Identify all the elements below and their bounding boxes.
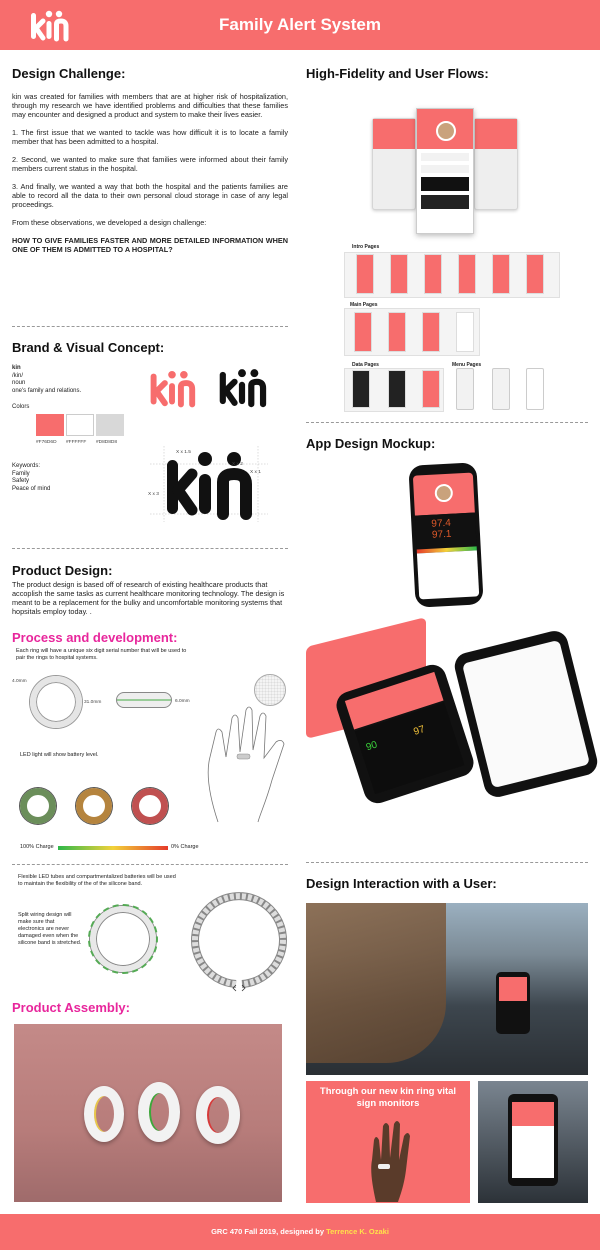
ring-side-view [116, 692, 172, 708]
flow-screen [390, 254, 408, 294]
flow-screen [352, 370, 370, 408]
phone-screen-center [416, 108, 474, 234]
vital-value: 97 [412, 723, 427, 738]
challenge-paragraph: 2. Second, we wanted to make sure that families were informed about their family members current status in the hospital. [12, 155, 288, 173]
divider [306, 422, 588, 423]
page-title: Family Alert System [219, 15, 381, 34]
flow-screen [492, 254, 510, 294]
vital-value: 97.1 [431, 528, 452, 541]
brand-word: kin [12, 365, 21, 371]
ring-flex-diagram [90, 906, 156, 972]
dim-label: 31.0mm [84, 700, 102, 705]
user-hair [306, 903, 446, 1063]
ring-yellow [84, 1086, 124, 1142]
keyword: Peace of mind [12, 485, 51, 492]
dim-label: X x 2 [232, 462, 243, 467]
dim-label: 4.0mm [12, 679, 27, 684]
interaction-caption: Through our new kin ring vital sign monitors [319, 1086, 457, 1109]
avatar [436, 121, 456, 141]
hifi-heading: High-Fidelity and User Flows: [306, 66, 489, 81]
phone-screen-header [499, 977, 527, 1001]
keyword: Safety [12, 478, 30, 484]
data-pages-label: Data Pages [352, 362, 379, 368]
charge-gradient-bar [58, 846, 168, 850]
brand-pos: noun [12, 380, 26, 386]
flex-text: Flexible LED tubes and compartmentalized batteries will be used to maintain the flexibility of the of the silicone band. [18, 874, 176, 887]
phone-screen-body [512, 1126, 554, 1178]
ring-red [196, 1086, 240, 1144]
ring-charge-low [132, 788, 168, 824]
challenge-statement: HOW TO GIVE FAMILIES FASTER AND MORE DETAILED INFORMATION WHEN ONE OF THEM IS ADMITTED TO A HOSPITAL? [12, 236, 288, 254]
phone-screen-left [372, 118, 416, 210]
hand-sketch [198, 702, 298, 824]
split-band-diagram [176, 888, 292, 994]
color-hex-label: #F76D6D [36, 440, 57, 445]
brand-pronunciation: /kin/ [12, 372, 24, 379]
vitals-panel [415, 512, 477, 549]
challenge-paragraph: 1. The first issue that we wanted to tackle was how difficult it is to locate a family member that has been admitted to a hospital. [12, 128, 288, 146]
challenge-paragraph: kin was created for families with members that are at higher risk of hospitalization, through my research we have identified problems and difficulties that these families may encounter and designed a product and system to make their lives easier. [12, 92, 288, 119]
design-challenge-heading: Design Challenge: [12, 66, 126, 81]
ring-charge-full [20, 788, 56, 824]
designer-name: Terrence K. Ozaki [326, 1227, 389, 1236]
flow-screen [456, 312, 474, 352]
color-swatch [96, 414, 124, 436]
split-text: Split wiring design will make sure that electronics are never damaged even when the silicone band is stretched. [18, 912, 82, 946]
flow-screen [424, 254, 442, 294]
product-design-heading: Product Design: [12, 563, 113, 578]
flow-screen [354, 312, 372, 352]
divider [12, 548, 288, 549]
screen-header [475, 119, 517, 149]
phone-mockup [408, 462, 483, 607]
phone-screen-menu [462, 640, 590, 788]
mockup-heading: App Design Mockup: [306, 436, 436, 451]
process-heading: Process and development: [12, 630, 178, 645]
brand-definition [12, 365, 81, 395]
interaction-heading: Design Interaction with a User: [306, 876, 497, 891]
kin-logo-black [216, 368, 268, 408]
flow-screen [422, 312, 440, 352]
divider [12, 864, 288, 865]
brand-definition-text: one's family and relations. [12, 387, 82, 394]
dim-label: 6.0mm [175, 699, 190, 704]
product-design-text: The product design is based off of research of existing healthcare products that accoplish the same tasks as current healthcare monitoring technology. The design is meant to be a replacement for the bulky and uncomfortable monitoring systems that hopsitals employ today. . [12, 580, 285, 616]
ring-charge-mid [76, 788, 112, 824]
footer [0, 1214, 600, 1250]
vital-value: 97.4 [431, 517, 452, 530]
dim-label: X x 1 [250, 470, 261, 475]
phone-in-car [496, 972, 530, 1034]
color-hex-label: #D8D8D8 [96, 440, 118, 445]
color-swatch [36, 414, 64, 436]
colors-label: Colors [12, 404, 30, 410]
phone-screen-header [512, 1102, 554, 1126]
main-pages-label: Main Pages [350, 302, 378, 308]
dim-label: X x 1.5 [176, 450, 191, 455]
brand-heading: Brand & Visual Concept: [12, 340, 165, 355]
flow-screen [422, 370, 440, 408]
keyword: Family [12, 470, 30, 477]
menu-screen [456, 368, 474, 410]
vital-value: 90 [364, 739, 379, 754]
phone-closeup [508, 1094, 558, 1186]
divider [306, 862, 588, 863]
phone-screen-right [474, 118, 518, 210]
vitals-panel [421, 195, 469, 209]
footer-text: GRC 470 Fall 2019, designed by [211, 1227, 327, 1236]
challenge-paragraph: 3. And finally, we wanted a way that both the hospital and the patients families are able to record all the data to their own personal cloud storage in case of any legal proceedings. [12, 182, 288, 209]
color-swatch [66, 414, 94, 436]
ring-green [138, 1082, 180, 1142]
flow-screen [458, 254, 476, 294]
assembly-heading: Product Assembly: [12, 1000, 130, 1015]
flow-screen [356, 254, 374, 294]
logo-construction-diagram [150, 446, 268, 522]
challenge-paragraph: From these observations, we developed a design challenge: [12, 218, 207, 227]
ecg-panel [421, 177, 469, 191]
menu-pages-label: Menu Pages [452, 362, 482, 368]
screen-header [373, 119, 415, 149]
charge-full-label: 100% Charge [20, 844, 54, 850]
divider [12, 326, 288, 327]
kin-logo-pink [146, 370, 198, 408]
screen-header [417, 109, 473, 149]
ring-drawing [30, 676, 82, 728]
serial-text: Each ring will have a unique six digit serial number that will be used to pair the rings to hospital systems. [16, 648, 187, 661]
location-row [421, 165, 469, 173]
intro-pages-label: Intro Pages [352, 244, 380, 250]
menu-screen [492, 368, 510, 410]
menu-screen [526, 368, 544, 410]
design-challenge-text [12, 92, 288, 254]
color-hex-label: #FFFFFF [66, 440, 87, 445]
charge-empty-label: 0% Charge [171, 844, 199, 850]
status-row [421, 153, 469, 161]
flow-screen [388, 370, 406, 408]
led-text: LED light will show battery level. [20, 752, 99, 758]
phone-screen-header [413, 473, 475, 516]
hand-ring-photo [364, 1118, 414, 1202]
flow-screen [526, 254, 544, 294]
phone-screen-body [417, 550, 479, 599]
flow-screen [388, 312, 406, 352]
avatar [434, 484, 453, 503]
keywords-block [12, 463, 50, 493]
dim-label: X x 3 [148, 492, 159, 497]
keywords-label: Keywords: [12, 463, 41, 469]
